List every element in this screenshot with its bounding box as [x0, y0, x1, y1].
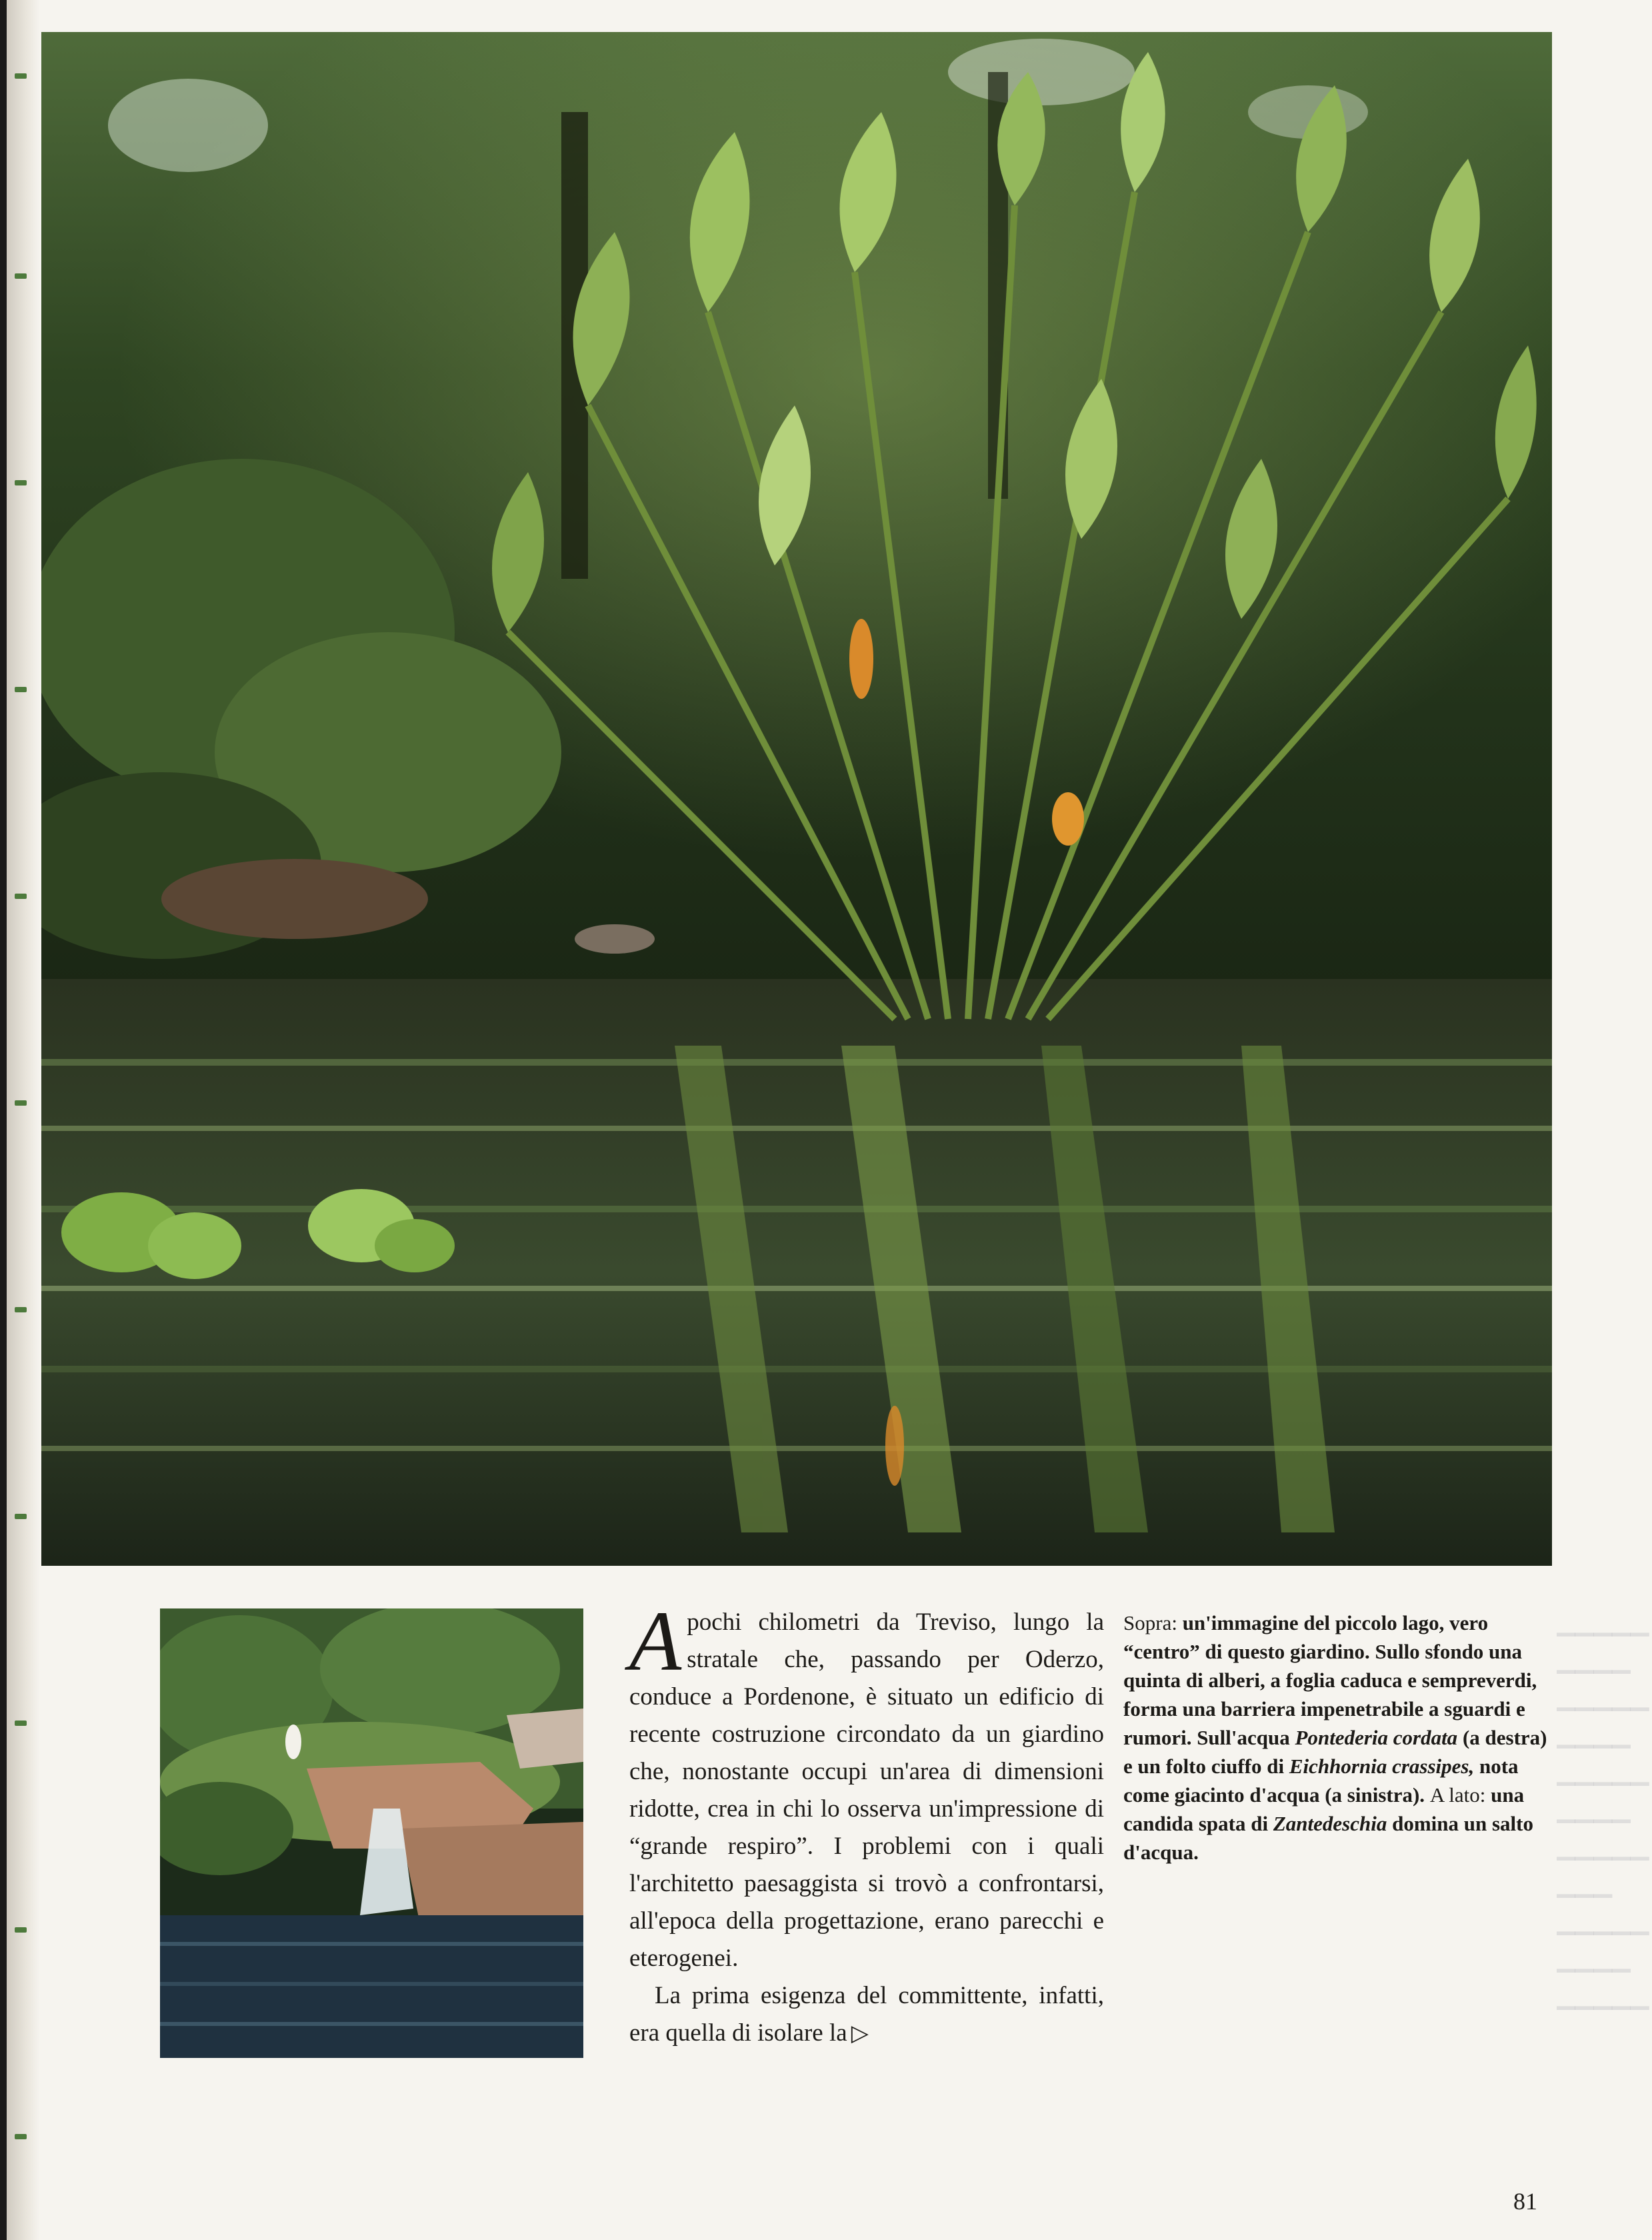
article-body [629, 1594, 1104, 2053]
binding-hole [15, 687, 27, 692]
caption-text-5: domina un salto d'acqua. [1123, 1812, 1533, 1864]
caption-species-zantedeschia: Zantedeschia [1273, 1812, 1387, 1835]
binding-hole [15, 1307, 27, 1312]
binding-hole [15, 894, 27, 899]
continue-arrow-icon: ▷ [851, 2021, 869, 2046]
caption-species-eichhornia: Eichhornia crassipes, [1289, 1755, 1475, 1778]
caption-text-2: (a destra) e un folto ciuffo di [1123, 1726, 1547, 1778]
binding-hole [15, 2134, 27, 2139]
show-through-text: ▁▁▁▁▁ ▁▁▁▁ ▁▁▁▁▁ ▁▁▁▁ ▁▁▁▁▁ ▁▁▁▁ ▁▁▁▁▁ ▁▁▁ ▁▁▁▁▁ ▁▁▁▁ ▁▁▁▁▁ [1557, 1609, 1649, 2009]
paragraph-1-text: pochi chilometri da Treviso, lungo la stratale che, passando per Oderzo, conduce a Pordenone, è situato un edificio di recente costruzione circondato da un giardino che, nonostante occupi un'area di dimensioni ridotte, crea in chi lo osserva un'impressione di “grande respiro”. I problemi con i quali l'architetto paesaggista si trovò a confrontarsi, all'epoca della progettazione, erano parecchi e eterogenei. [629, 1608, 1104, 1972]
waterfall-photo [160, 1608, 583, 2058]
article-paragraph-1 [629, 1594, 1104, 1977]
photo-caption [1123, 1608, 1550, 1867]
paragraph-2-text: La prima esigenza del committente, infatti, era quella di isolare la [629, 1982, 1104, 2047]
binding-hole [15, 273, 27, 279]
caption-text-1: un'immagine del piccolo lago, vero “centro” di questo giardino. Sullo sfondo una quinta di alberi, a foglia caduca e sempreverdi, forma una barriera impenetrabile a sguardi e rumori. Sull'acqua [1123, 1611, 1537, 1749]
caption-lead-side: A lato: [1429, 1783, 1486, 1807]
caption-text-3: nota come giacinto d'acqua (a sinistra). [1123, 1755, 1519, 1807]
binding-hole [15, 480, 27, 485]
spiral-binding-edge [0, 0, 40, 2240]
page-number: 81 [1513, 2188, 1537, 2215]
caption-lead-above: Sopra: [1123, 1611, 1177, 1634]
caption-species-pontederia: Pontederia cordata [1295, 1726, 1458, 1749]
binding-hole [15, 73, 27, 79]
article-paragraph-2 [629, 1977, 1104, 2053]
binding-hole [15, 1721, 27, 1726]
pond-photo [41, 32, 1552, 1566]
binding-hole [15, 1514, 27, 1519]
caption-text-4: una candida spata di [1123, 1783, 1525, 1835]
drop-cap: A [629, 1594, 682, 1689]
binding-hole [15, 1927, 27, 1933]
binding-hole [15, 1100, 27, 1106]
